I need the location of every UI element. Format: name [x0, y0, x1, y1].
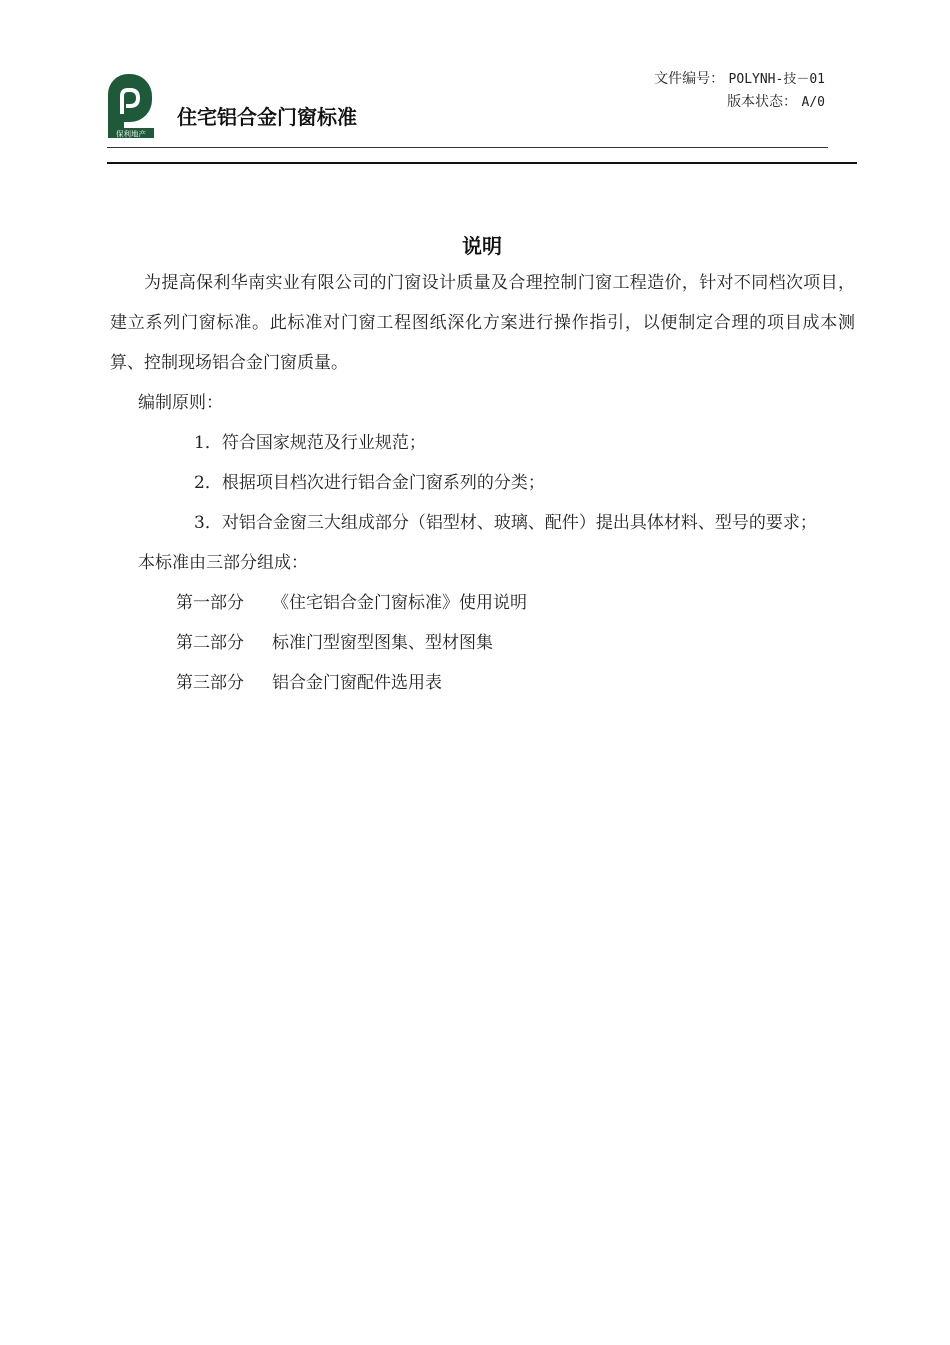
part-item-3 [110, 663, 855, 703]
part-item-2 [110, 623, 855, 663]
header-divider-thick [107, 162, 857, 164]
document-title: 住宅铝合金门窗标准 [177, 105, 357, 129]
doc-number-value: POLYNH-技－01 [728, 72, 825, 87]
part-desc: 铝合金门窗配件选用表 [272, 673, 442, 693]
poly-logo-icon [104, 72, 156, 140]
parts-label: 本标准由三部分组成： [138, 553, 308, 573]
document-body [110, 263, 855, 703]
version-row [654, 91, 825, 114]
logo-text: 保利地产 [116, 129, 146, 139]
header-divider-thin [107, 147, 828, 148]
version-label: 版本状态： [727, 94, 798, 110]
part-name: 第二部分 [176, 633, 244, 653]
company-logo [104, 72, 156, 140]
principle-item-1: 1．符合国家规范及行业规范； [194, 433, 426, 453]
section-heading: 说明 [462, 234, 502, 258]
principle-item-2: 2．根据项目档次进行铝合金门窗系列的分类； [194, 473, 545, 493]
principle-item-3: 3．对铝合金窗三大组成部分（铝型材、玻璃、配件）提出具体材料、型号的要求； [194, 513, 817, 533]
doc-number-label: 文件编号： [654, 71, 725, 87]
part-name: 第三部分 [176, 673, 244, 693]
part-name: 第一部分 [176, 593, 244, 613]
version-value: A/0 [801, 95, 825, 110]
intro-paragraph: 为提高保利华南实业有限公司的门窗设计质量及合理控制门窗工程造价，针对不同档次项目，建立系列门窗标准。此标准对门窗工程图纸深化方案进行操作指引，以便制定合理的项目成本测算、控制现场铝合金门窗质量。 [110, 273, 855, 373]
principles-label: 编制原则： [138, 393, 223, 413]
part-item-1 [110, 583, 855, 623]
part-desc: 标准门型窗型图集、型材图集 [272, 633, 493, 653]
doc-number-row [654, 68, 825, 91]
document-meta [654, 68, 825, 114]
part-desc: 《住宅铝合金门窗标准》使用说明 [272, 593, 527, 613]
